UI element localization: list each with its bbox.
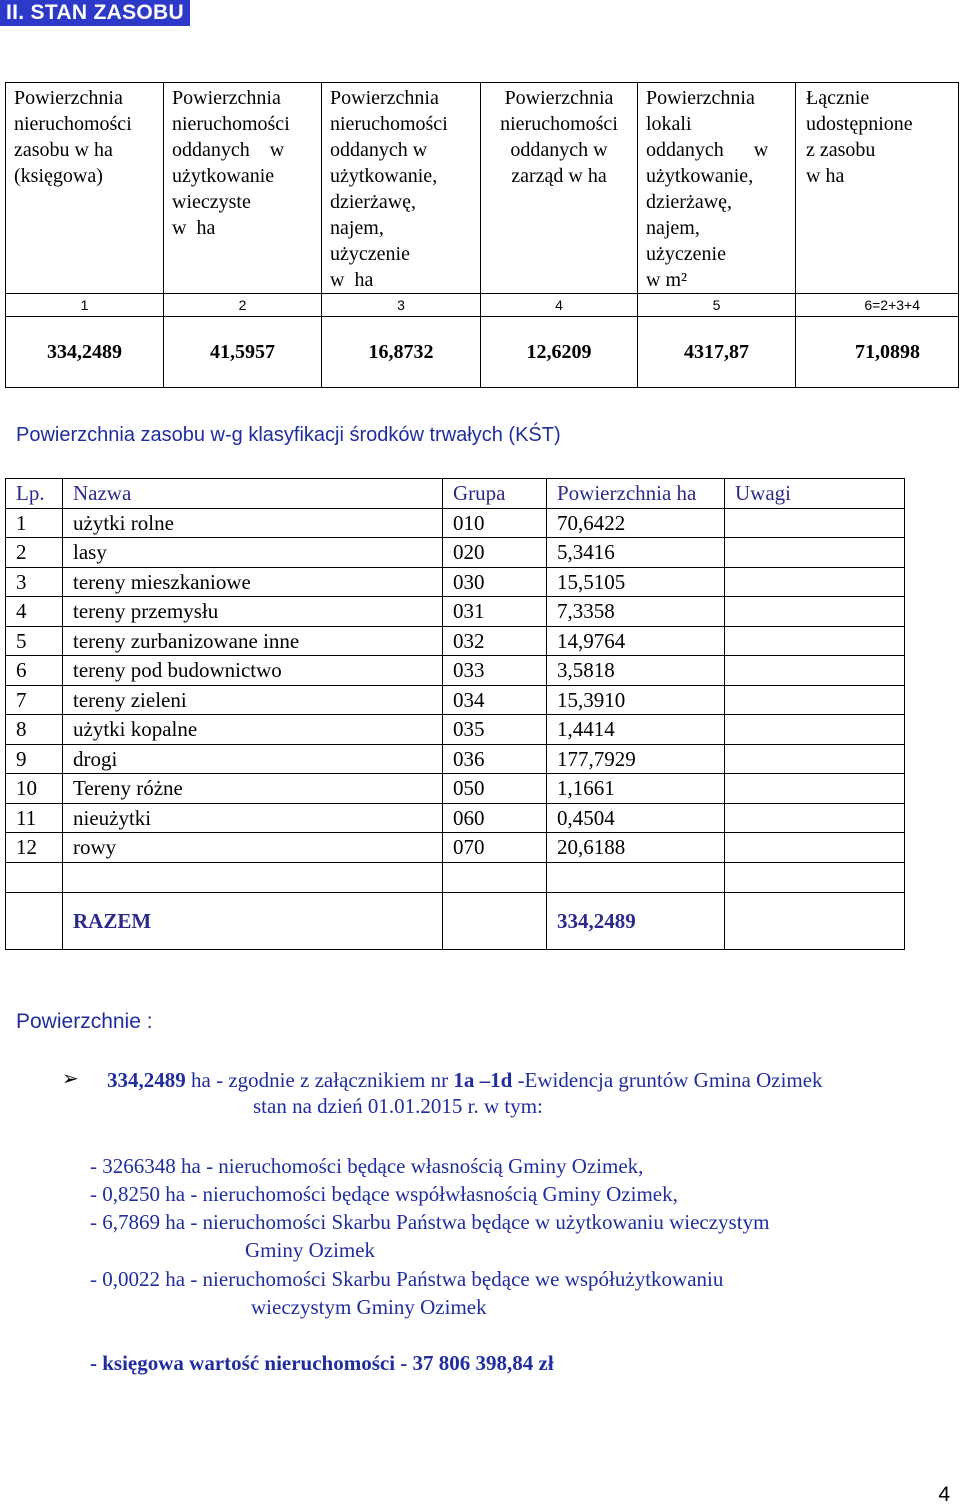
page-number: 4 — [938, 1483, 950, 1506]
column-number: 6=2+3+4 — [796, 294, 959, 317]
value-row — [6, 317, 959, 388]
arrow-bullet-icon: ➢ — [62, 1066, 79, 1090]
row-group: 050 — [443, 774, 547, 804]
row-lp: 12 — [6, 833, 63, 863]
header-line: oddanych w — [510, 139, 608, 161]
row-group: 030 — [443, 567, 547, 597]
ownership-line: - 0,0022 ha - nieruchomości Skarbu Państwa będące we współużytkowaniu — [90, 1267, 724, 1291]
row-notes — [725, 538, 905, 568]
header-lines — [14, 85, 155, 189]
header-line: użytkowanie, — [646, 165, 754, 187]
header-lines — [172, 85, 313, 241]
header-lines — [646, 85, 787, 293]
header-line: Powierzchnia — [504, 87, 614, 109]
header-line: oddanych w — [646, 139, 769, 161]
header-group: Grupa — [443, 479, 547, 509]
table-row — [6, 538, 905, 568]
header-line: dzierżawę, — [330, 191, 417, 213]
row-lp: 2 — [6, 538, 63, 568]
total-empty-cell — [6, 892, 63, 949]
row-name: tereny pod budownictwo — [63, 656, 443, 686]
row-area: 14,9764 — [547, 626, 725, 656]
header-line: Powierzchnia — [14, 87, 123, 109]
row-name: rowy — [63, 833, 443, 863]
total-empty-cell — [725, 892, 905, 949]
empty-cell — [547, 862, 725, 892]
row-group: 070 — [443, 833, 547, 863]
row-notes — [725, 774, 905, 804]
header-lines — [330, 85, 472, 293]
header-line: dzierżawę, — [646, 191, 733, 213]
table-row — [6, 744, 905, 774]
column-number: 3 — [322, 294, 481, 317]
row-name: tereny przemysłu — [63, 597, 443, 627]
row-group: 031 — [443, 597, 547, 627]
header-lp: Lp. — [6, 479, 63, 509]
header-line: nieruchomości — [500, 113, 618, 135]
row-lp: 7 — [6, 685, 63, 715]
ownership-line: - 6,7869 ha - nieruchomości Skarbu Państwa będące w użytkowaniu wieczystym — [90, 1210, 770, 1234]
empty-cell — [725, 862, 905, 892]
table-row — [6, 715, 905, 745]
header-line: z zasobu — [806, 139, 876, 161]
table-header-row — [6, 83, 959, 294]
row-lp: 6 — [6, 656, 63, 686]
surfaces-title: Powierzchnie : — [16, 1010, 153, 1033]
header-notes: Uwagi — [725, 479, 905, 509]
header-line: Powierzchnia — [646, 87, 755, 109]
header-line: wieczyste — [172, 191, 251, 213]
column-number: 5 — [638, 294, 796, 317]
value-cell: 41,5957 — [164, 317, 322, 388]
row-notes — [725, 685, 905, 715]
header-cell — [796, 83, 959, 294]
row-area: 177,7929 — [547, 744, 725, 774]
row-group: 035 — [443, 715, 547, 745]
row-group: 010 — [443, 508, 547, 538]
header-line: oddanych w — [172, 139, 285, 161]
header-line: zarząd w ha — [511, 165, 607, 187]
row-name: użytki rolne — [63, 508, 443, 538]
row-area: 1,1661 — [547, 774, 725, 804]
table-row — [6, 685, 905, 715]
header-line: zasobu w ha — [14, 139, 113, 161]
bullet-text-a: ha - zgodnie z załącznikiem nr — [185, 1068, 454, 1092]
row-area: 15,3910 — [547, 685, 725, 715]
bullet-line-2: stan na dzień 01.01.2015 r. w tym: — [253, 1094, 543, 1118]
row-lp: 9 — [6, 744, 63, 774]
row-lp: 5 — [6, 626, 63, 656]
bullet-ref: 1a –1d — [453, 1068, 513, 1092]
header-line: lokali — [646, 113, 692, 135]
row-notes — [725, 803, 905, 833]
header-line: użyczenie — [330, 243, 410, 265]
surfaces-bullet — [107, 1066, 823, 1094]
header-line: w m² — [646, 269, 687, 291]
row-notes — [725, 715, 905, 745]
row-name: użytki kopalne — [63, 715, 443, 745]
row-area: 0,4504 — [547, 803, 725, 833]
header-line: w ha — [172, 217, 216, 239]
table-body — [6, 508, 905, 862]
bullet-value: 334,2489 — [107, 1068, 186, 1092]
row-lp: 8 — [6, 715, 63, 745]
header-line: Powierzchnia — [330, 87, 439, 109]
row-name: Tereny różne — [63, 774, 443, 804]
header-lines — [489, 85, 629, 189]
row-notes — [725, 567, 905, 597]
header-name: Nazwa — [63, 479, 443, 509]
header-line: Łącznie — [806, 87, 870, 109]
ownership-line-continued: Gminy Ozimek — [245, 1238, 376, 1262]
column-number-row — [6, 294, 959, 317]
header-line: udostępnione — [806, 113, 913, 135]
classification-table — [5, 478, 905, 950]
row-lp: 3 — [6, 567, 63, 597]
row-area: 15,5105 — [547, 567, 725, 597]
row-area: 3,5818 — [547, 656, 725, 686]
row-area: 20,6188 — [547, 833, 725, 863]
header-cell — [6, 83, 164, 294]
header-line: użytkowanie, — [330, 165, 438, 187]
bullet-text-b: -Ewidencja gruntów Gmina Ozimek — [512, 1068, 823, 1092]
value-cell: 12,6209 — [481, 317, 638, 388]
header-line: nieruchomości — [330, 113, 448, 135]
column-number: 1 — [6, 294, 164, 317]
total-label: RAZEM — [63, 892, 443, 949]
header-line: nieruchomości — [172, 113, 290, 135]
total-empty-cell — [443, 892, 547, 949]
ownership-line: - 0,8250 ha - nieruchomości będące współwłasnością Gminy Ozimek, — [90, 1182, 678, 1206]
table-row — [6, 597, 905, 627]
ownership-line: - 3266348 ha - nieruchomości będące własnością Gminy Ozimek, — [90, 1154, 644, 1178]
row-notes — [725, 508, 905, 538]
row-lp: 11 — [6, 803, 63, 833]
table-row — [6, 626, 905, 656]
row-group: 033 — [443, 656, 547, 686]
table-row — [6, 656, 905, 686]
column-number: 2 — [164, 294, 322, 317]
empty-cell — [443, 862, 547, 892]
column-number: 4 — [481, 294, 638, 317]
section-title: II. STAN ZASOBU — [0, 0, 190, 26]
table-row — [6, 508, 905, 538]
row-name: nieużytki — [63, 803, 443, 833]
table-row — [6, 803, 905, 833]
row-name: drogi — [63, 744, 443, 774]
empty-cell — [6, 862, 63, 892]
table-row — [6, 833, 905, 863]
row-notes — [725, 597, 905, 627]
header-line: nieruchomości — [14, 113, 132, 135]
header-line: najem, — [646, 217, 700, 239]
row-notes — [725, 744, 905, 774]
ownership-line-continued: wieczystym Gminy Ozimek — [251, 1295, 487, 1319]
row-group: 034 — [443, 685, 547, 715]
table-row — [6, 774, 905, 804]
row-name: tereny mieszkaniowe — [63, 567, 443, 597]
header-line: w ha — [806, 165, 845, 187]
row-area: 1,4414 — [547, 715, 725, 745]
row-lp: 4 — [6, 597, 63, 627]
row-notes — [725, 626, 905, 656]
row-area: 7,3358 — [547, 597, 725, 627]
header-cell — [481, 83, 638, 294]
empty-cell — [63, 862, 443, 892]
header-lines — [806, 85, 950, 189]
table-header-row — [6, 479, 905, 509]
row-name: lasy — [63, 538, 443, 568]
header-cell — [164, 83, 322, 294]
row-group: 060 — [443, 803, 547, 833]
table-row — [6, 567, 905, 597]
row-lp: 10 — [6, 774, 63, 804]
header-line: (księgowa) — [14, 165, 103, 187]
value-cell: 334,2489 — [6, 317, 164, 388]
header-area: Powierzchnia ha — [547, 479, 725, 509]
row-lp: 1 — [6, 508, 63, 538]
header-cell — [638, 83, 796, 294]
classification-subtitle: Powierzchnia zasobu w-g klasyfikacji środków trwałych (KŚT) — [16, 424, 561, 446]
row-group: 032 — [443, 626, 547, 656]
row-notes — [725, 656, 905, 686]
total-value: 334,2489 — [547, 892, 725, 949]
header-line: najem, — [330, 217, 384, 239]
book-value-line: - księgowa wartość nieruchomości - 37 806 398,84 zł — [90, 1351, 554, 1375]
row-notes — [725, 833, 905, 863]
row-group: 020 — [443, 538, 547, 568]
header-line: użyczenie — [646, 243, 726, 265]
asset-summary-table — [5, 82, 959, 388]
value-cell: 4317,87 — [638, 317, 796, 388]
value-cell: 71,0898 — [796, 317, 959, 388]
header-line: użytkowanie — [172, 165, 275, 187]
header-line: oddanych w — [330, 139, 428, 161]
header-cell — [322, 83, 481, 294]
row-name: tereny zieleni — [63, 685, 443, 715]
row-group: 036 — [443, 744, 547, 774]
total-row — [6, 892, 905, 949]
header-line: Powierzchnia — [172, 87, 281, 109]
header-line: w ha — [330, 269, 374, 291]
table-row-empty — [6, 862, 905, 892]
row-area: 70,6422 — [547, 508, 725, 538]
value-cell: 16,8732 — [322, 317, 481, 388]
row-area: 5,3416 — [547, 538, 725, 568]
row-name: tereny zurbanizowane inne — [63, 626, 443, 656]
